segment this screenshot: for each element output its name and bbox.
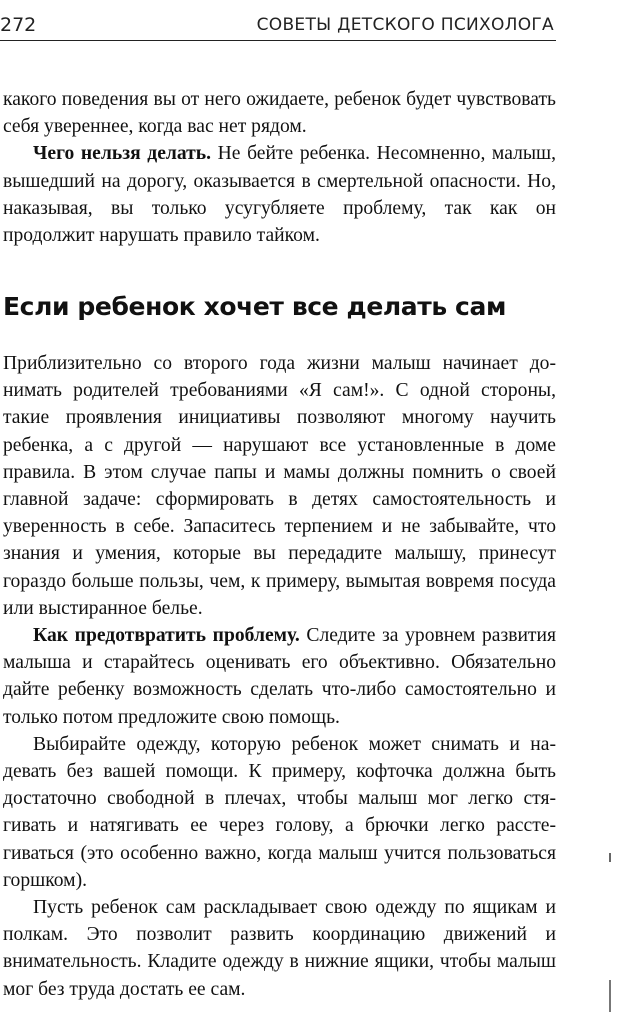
paragraph: Выбирайте одежду, которую ребенок может снимать и надевать без вашей помощи. К примеру, кофточка должна быть достаточно свободной в плечах, чтобы малыш мог легко стягивать и натягивать ее через голову, а брючки легко расстегиваться (это особенно важно, когда малыш учится пользоваться горшком). — [3, 733, 556, 891]
paragraph-text: Следите за уровнем развития малыша и старайтесь оценивать его объективно. Обязательно дайте ребенку возможность сделать что-либо самостоятельно и только потом предложите свою помощь. — [3, 625, 556, 728]
intro-text-block — [3, 86, 556, 249]
scan-artifact-mark — [609, 853, 611, 862]
paragraph: какого поведения вы от него ожидаете, ребенок будет чувствовать себя увереннее, когда вас нет рядом. — [3, 89, 556, 138]
paragraph — [3, 140, 556, 249]
paragraph-text: Не бейте ребенка. Несомненно, малыш, вышедший на дорогу, оказывается в смертельной опасности. Но, наказывая, вы только усугубляете проблему, так как он продолжит нарушать правило тайком. — [3, 143, 556, 247]
paragraph: Пусть ребенок сам раскладывает свою одежду по ящикам и полкам. Это позволит развить координацию движений и внимательность. Кладите одежду в нижние ящики, чтобы малыш мог без труда достать ее сам. — [3, 897, 556, 1000]
section-heading: Если ребенок хочет все делать сам — [3, 292, 506, 321]
section-text-block — [3, 350, 556, 1003]
paragraph-lead-label: Чего нельзя делать. — [33, 143, 212, 165]
paragraph: Приблизительно со второго года жизни малыш начинает донимать родителей требованиями «Я сам!». С одной стороны, такие проявления инициативы позволяют многому научить ребенка, а с другой — нарушают все установленные в доме правила. В этом случае папы и мамы должны помнить о своей главной задаче: сформировать в детях самостоятельность и уверенность в себе. Запаситесь терпением и не забывайте, что знания и умения, которые вы передадите малышу, принесут гораздо больше пользы, чем, к примеру, вымытая вовремя посуда или выстиранное белье. — [3, 353, 556, 619]
scan-artifact-mark — [609, 980, 611, 1012]
running-title: СОВЕТЫ ДЕТСКОГО ПСИХОЛОГА — [256, 15, 554, 35]
page-number: 272 — [0, 14, 37, 36]
paragraph-lead-label: Как предотвратить проблему. — [33, 625, 300, 647]
running-header — [0, 10, 556, 41]
paragraph — [3, 622, 556, 731]
